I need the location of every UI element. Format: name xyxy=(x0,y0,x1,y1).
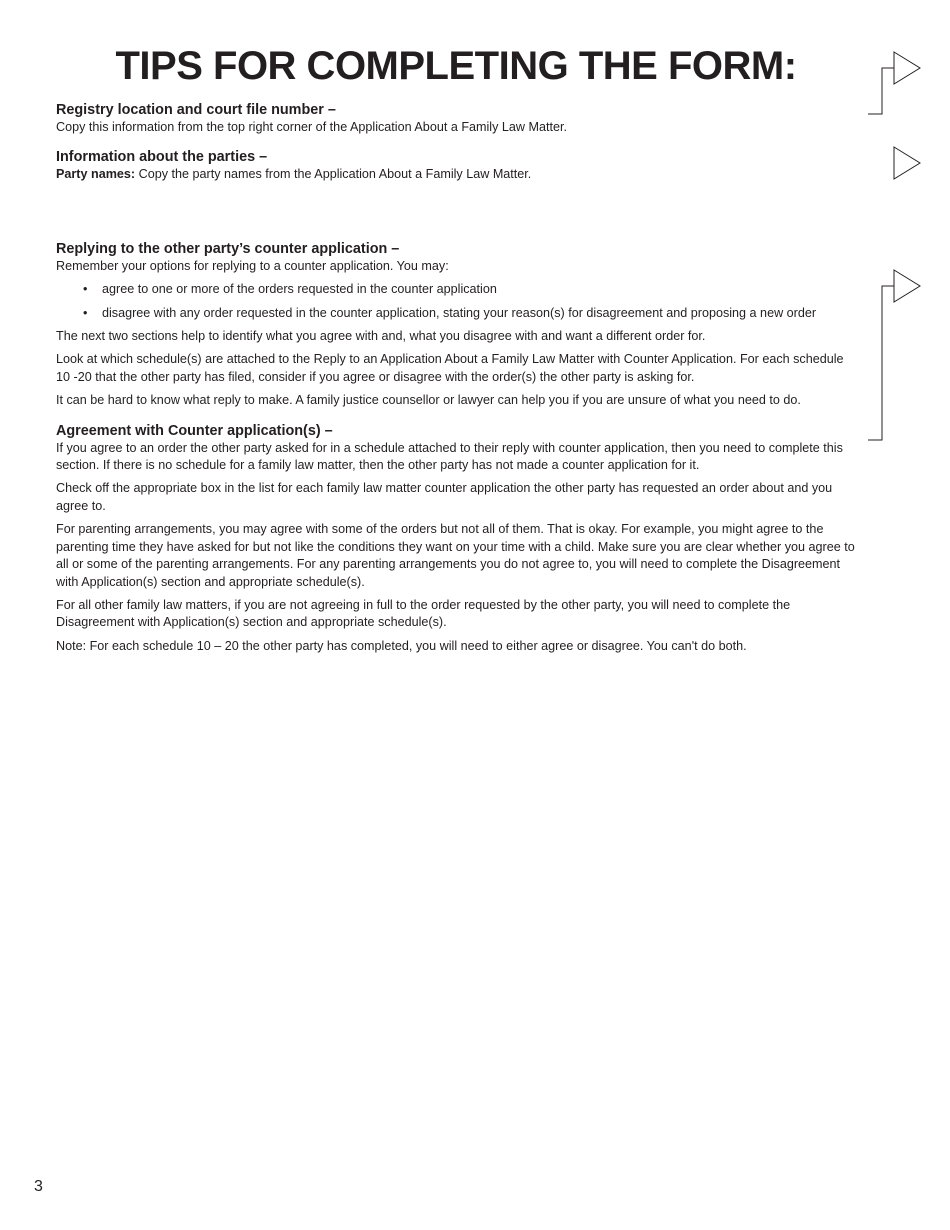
tips-content xyxy=(56,101,858,655)
replying-options-list xyxy=(56,281,858,322)
page-number: 3 xyxy=(34,1178,43,1195)
section-marker-registry xyxy=(866,50,926,118)
registry-section xyxy=(56,101,858,136)
list-item: • agree to one or more of the orders requested in the counter application xyxy=(56,281,858,298)
replying-intro: Remember your options for replying to a counter application. You may: xyxy=(56,258,449,273)
party-names-instruction: Copy the party names from the Application About a Family Law Matter. xyxy=(135,167,532,182)
registry-text: Copy this information from the top right corner of the Application About a Family Law Matter. xyxy=(56,120,567,134)
agreement-paragraph: For parenting arrangements, you may agree with some of the orders but not all of them. That is okay. For example, you might agree to the parenting time they have asked for but not like the conditions they want on your time with a child. Make sure you are clear whether you agree to all or some of the parenting arrangements. For any parenting arrangements you do not agree to, you will need to complete the Disagreement with Application(s) section and appropriate schedule(s). xyxy=(56,522,855,589)
list-item: • disagree with any order requested in the counter application, stating your reason(s) for disagreement and proposing a new order xyxy=(56,305,858,322)
agreement-heading: Agreement with Counter application(s) – xyxy=(56,422,333,439)
arrow-marker-icon xyxy=(866,268,926,444)
registry-heading: Registry location and court file number – xyxy=(56,102,336,118)
replying-paragraph: It can be hard to know what reply to make. A family justice counsellor or lawyer can help you if you are unsure of what you need to do. xyxy=(56,393,801,408)
replying-section xyxy=(56,240,858,410)
agreement-section xyxy=(56,422,858,655)
agreement-note: Note: For each schedule 10 – 20 the other party has completed, you will need to either agree or disagree. You can't do both. xyxy=(56,638,747,653)
agreement-paragraph: If you agree to an order the other party asked for in a schedule attached to their reply with counter application, then you need to complete this section. If there is no schedule for a family law matter, then the other party has not made a counter application for it. xyxy=(56,440,843,473)
page-title: TIPS FOR COMPLETING THE FORM: xyxy=(115,44,797,88)
replying-paragraph: Look at which schedule(s) are attached to the Reply to an Application About a Family Law Matter with Counter Application. For each schedule 10 -20 that the other party has filed, consider if you agree or disagree with the order(s) the other party is asking for. xyxy=(56,352,844,384)
replying-heading: Replying to the other party’s counter application – xyxy=(56,240,400,257)
agreement-paragraph: Check off the appropriate box in the list for each family law matter counter application the other party has requested an order about and you agree to. xyxy=(56,481,833,513)
replying-paragraph: The next two sections help to identify what you agree with and, what you disagree with and want a different order for. xyxy=(56,329,706,344)
parties-heading: Information about the parties – xyxy=(56,149,268,166)
section-marker-replying xyxy=(866,268,926,444)
party-names-text xyxy=(56,166,858,183)
agreement-paragraph: For all other family law matters, if you are not agreeing in full to the order requested by the other party, you will need to complete the Disagreement with Application(s) section and appropriate schedule(s). xyxy=(56,597,791,630)
arrow-marker-icon xyxy=(866,50,926,118)
section-marker-parties xyxy=(866,145,926,183)
party-names-label: Party names: xyxy=(56,167,136,182)
arrow-marker-icon xyxy=(866,145,926,183)
parties-section xyxy=(56,148,858,183)
